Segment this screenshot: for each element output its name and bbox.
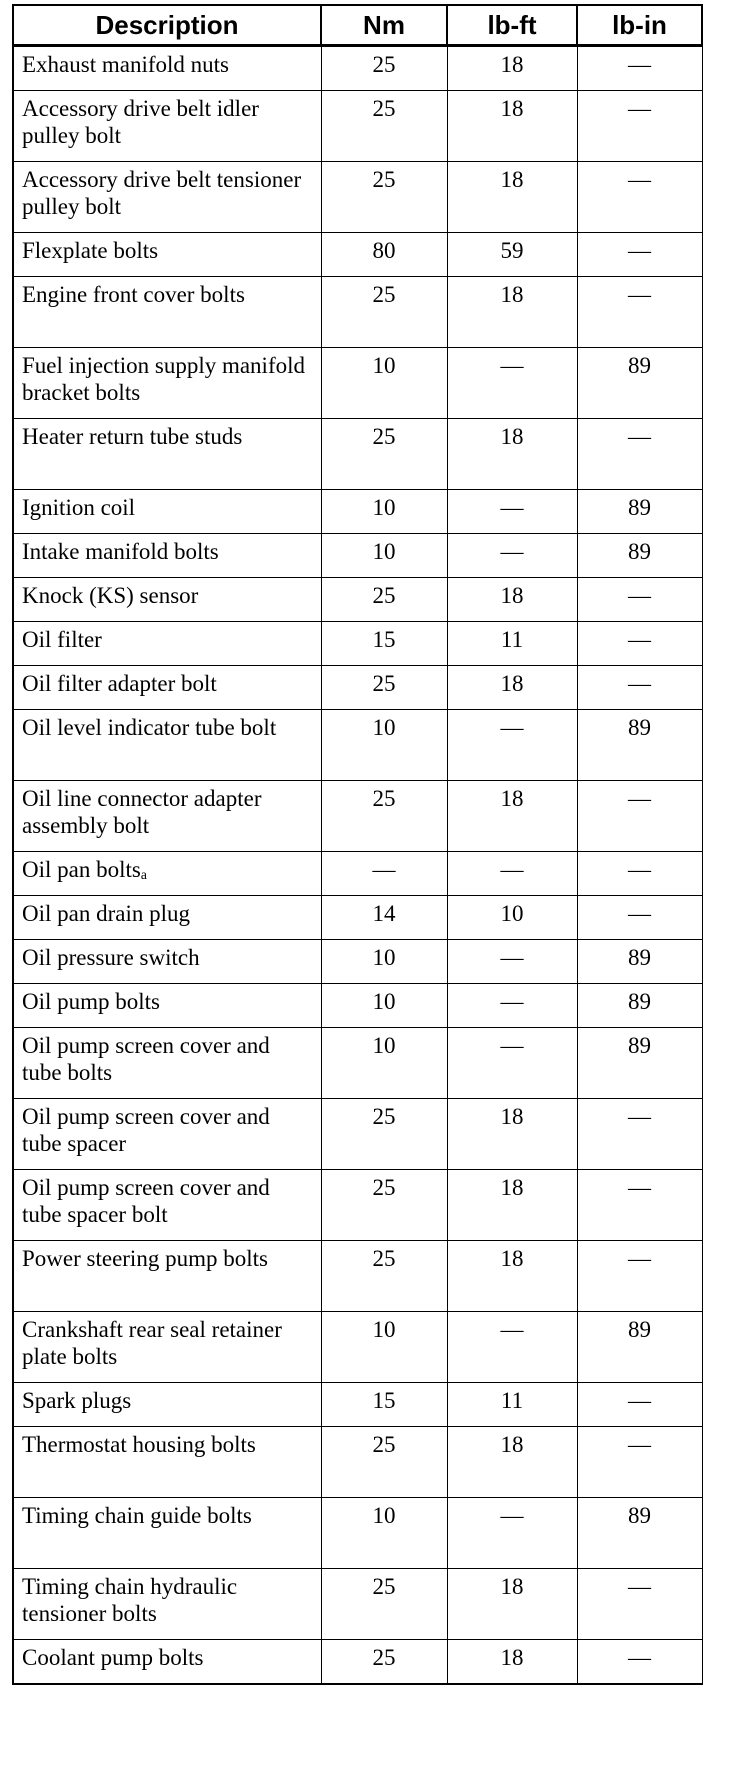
lb-in-cell: — [577, 1099, 702, 1170]
table-row [13, 233, 702, 277]
table-row [13, 666, 702, 710]
nm-cell: 10 [321, 534, 447, 578]
nm-cell: 10 [321, 1028, 447, 1099]
lb-in-cell: — [577, 277, 702, 348]
lb-ft-cell: 18 [447, 666, 577, 710]
lb-ft-cell: — [447, 984, 577, 1028]
lb-in-cell: — [577, 1427, 702, 1498]
lb-in-cell: 89 [577, 1312, 702, 1383]
lb-in-cell: — [577, 233, 702, 277]
lb-in-cell: 89 [577, 984, 702, 1028]
lb-ft-cell: 18 [447, 1427, 577, 1498]
nm-cell: 10 [321, 348, 447, 419]
header-lb-ft: lb-ft [447, 5, 577, 46]
lb-in-cell: — [577, 666, 702, 710]
table-row [13, 162, 702, 233]
description-cell: Accessory drive belt idler pulley bolt [13, 91, 321, 162]
table-row [13, 1640, 702, 1685]
description-cell: Oil pump screen cover and tube spacer [13, 1099, 321, 1170]
description-cell: Oil filter adapter bolt [13, 666, 321, 710]
description-cell: Oil pressure switch [13, 940, 321, 984]
table-row [13, 1170, 702, 1241]
lb-in-cell: 89 [577, 1498, 702, 1569]
lb-in-cell: — [577, 1383, 702, 1427]
lb-in-cell: — [577, 852, 702, 896]
nm-cell: 10 [321, 940, 447, 984]
lb-ft-cell: — [447, 534, 577, 578]
nm-cell: 25 [321, 1640, 447, 1685]
table-row [13, 46, 702, 91]
lb-ft-cell: 18 [447, 91, 577, 162]
nm-cell: 25 [321, 419, 447, 490]
description-cell: Timing chain hydraulic tensioner bolts [13, 1569, 321, 1640]
lb-ft-cell: 18 [447, 578, 577, 622]
lb-ft-cell: 18 [447, 781, 577, 852]
lb-in-cell: — [577, 1241, 702, 1312]
lb-ft-cell: 11 [447, 622, 577, 666]
lb-in-cell: 89 [577, 940, 702, 984]
table-row [13, 710, 702, 781]
nm-cell: 25 [321, 1099, 447, 1170]
lb-in-cell: — [577, 896, 702, 940]
table-row [13, 984, 702, 1028]
lb-ft-cell: 18 [447, 162, 577, 233]
table-row [13, 896, 702, 940]
nm-cell: 25 [321, 277, 447, 348]
table-header [13, 5, 702, 46]
header-nm: Nm [321, 5, 447, 46]
lb-in-cell: — [577, 91, 702, 162]
description-cell: Fuel injection supply manifold bracket bolts [13, 348, 321, 419]
description-cell: Coolant pump bolts [13, 1640, 321, 1685]
lb-in-cell: 89 [577, 1028, 702, 1099]
lb-in-cell: — [577, 1569, 702, 1640]
lb-ft-cell: 10 [447, 896, 577, 940]
header-lb-in: lb-in [577, 5, 702, 46]
lb-ft-cell: 18 [447, 1241, 577, 1312]
description-cell: Oil pump screen cover and tube spacer bolt [13, 1170, 321, 1241]
nm-cell: 14 [321, 896, 447, 940]
table-row [13, 419, 702, 490]
table-row [13, 534, 702, 578]
nm-cell: 10 [321, 1312, 447, 1383]
nm-cell: 25 [321, 781, 447, 852]
lb-in-cell: 89 [577, 710, 702, 781]
nm-cell: — [321, 852, 447, 896]
lb-in-cell: — [577, 162, 702, 233]
lb-in-cell: — [577, 578, 702, 622]
lb-ft-cell: — [447, 852, 577, 896]
table-row [13, 622, 702, 666]
description-cell: Oil pump bolts [13, 984, 321, 1028]
nm-cell: 25 [321, 46, 447, 91]
table-row [13, 1569, 702, 1640]
lb-ft-cell: 18 [447, 1099, 577, 1170]
table-row [13, 852, 702, 896]
nm-cell: 10 [321, 490, 447, 534]
description-cell: Oil pump screen cover and tube bolts [13, 1028, 321, 1099]
lb-in-cell: — [577, 46, 702, 91]
description-cell: Thermostat housing bolts [13, 1427, 321, 1498]
description-cell: Oil filter [13, 622, 321, 666]
description-cell: Heater return tube studs [13, 419, 321, 490]
description-cell: Knock (KS) sensor [13, 578, 321, 622]
table-row [13, 781, 702, 852]
lb-in-cell: 89 [577, 534, 702, 578]
table-row [13, 1241, 702, 1312]
nm-cell: 25 [321, 1569, 447, 1640]
lb-ft-cell: 59 [447, 233, 577, 277]
table-row [13, 1312, 702, 1383]
header-description: Description [13, 5, 321, 46]
nm-cell: 25 [321, 1241, 447, 1312]
lb-in-cell: — [577, 419, 702, 490]
table-row [13, 1498, 702, 1569]
lb-in-cell: 89 [577, 348, 702, 419]
table-row [13, 578, 702, 622]
description-cell: Intake manifold bolts [13, 534, 321, 578]
nm-cell: 10 [321, 1498, 447, 1569]
description-cell: Oil pan boltsₐ [13, 852, 321, 896]
table-row [13, 91, 702, 162]
description-cell: Oil line connector adapter assembly bolt [13, 781, 321, 852]
lb-in-cell: — [577, 781, 702, 852]
table-row [13, 490, 702, 534]
description-cell: Power steering pump bolts [13, 1241, 321, 1312]
table-row [13, 1383, 702, 1427]
description-cell: Ignition coil [13, 490, 321, 534]
lb-in-cell: — [577, 622, 702, 666]
nm-cell: 25 [321, 578, 447, 622]
table-row [13, 1099, 702, 1170]
lb-ft-cell: 18 [447, 1569, 577, 1640]
table-body [13, 46, 702, 1685]
lb-ft-cell: — [447, 348, 577, 419]
torque-spec-table [12, 4, 703, 1685]
lb-ft-cell: — [447, 1028, 577, 1099]
nm-cell: 25 [321, 666, 447, 710]
lb-ft-cell: 11 [447, 1383, 577, 1427]
description-cell: Engine front cover bolts [13, 277, 321, 348]
table-row [13, 940, 702, 984]
nm-cell: 25 [321, 1170, 447, 1241]
lb-ft-cell: 18 [447, 1170, 577, 1241]
lb-in-cell: — [577, 1640, 702, 1685]
nm-cell: 10 [321, 984, 447, 1028]
description-cell: Oil pan drain plug [13, 896, 321, 940]
lb-ft-cell: 18 [447, 1640, 577, 1685]
nm-cell: 15 [321, 1383, 447, 1427]
lb-ft-cell: — [447, 1312, 577, 1383]
nm-cell: 25 [321, 162, 447, 233]
description-cell: Flexplate bolts [13, 233, 321, 277]
table-row [13, 348, 702, 419]
nm-cell: 25 [321, 1427, 447, 1498]
description-cell: Spark plugs [13, 1383, 321, 1427]
table-row [13, 1427, 702, 1498]
description-cell: Oil level indicator tube bolt [13, 710, 321, 781]
lb-ft-cell: — [447, 710, 577, 781]
lb-ft-cell: 18 [447, 277, 577, 348]
lb-in-cell: — [577, 1170, 702, 1241]
description-cell: Timing chain guide bolts [13, 1498, 321, 1569]
lb-ft-cell: — [447, 1498, 577, 1569]
lb-ft-cell: 18 [447, 419, 577, 490]
description-cell: Crankshaft rear seal retainer plate bolts [13, 1312, 321, 1383]
nm-cell: 25 [321, 91, 447, 162]
table-row [13, 1028, 702, 1099]
nm-cell: 80 [321, 233, 447, 277]
lb-ft-cell: — [447, 490, 577, 534]
lb-in-cell: 89 [577, 490, 702, 534]
nm-cell: 15 [321, 622, 447, 666]
nm-cell: 10 [321, 710, 447, 781]
lb-ft-cell: 18 [447, 46, 577, 91]
lb-ft-cell: — [447, 940, 577, 984]
header-row [13, 5, 702, 46]
description-cell: Exhaust manifold nuts [13, 46, 321, 91]
table-row [13, 277, 702, 348]
description-cell: Accessory drive belt tensioner pulley bolt [13, 162, 321, 233]
